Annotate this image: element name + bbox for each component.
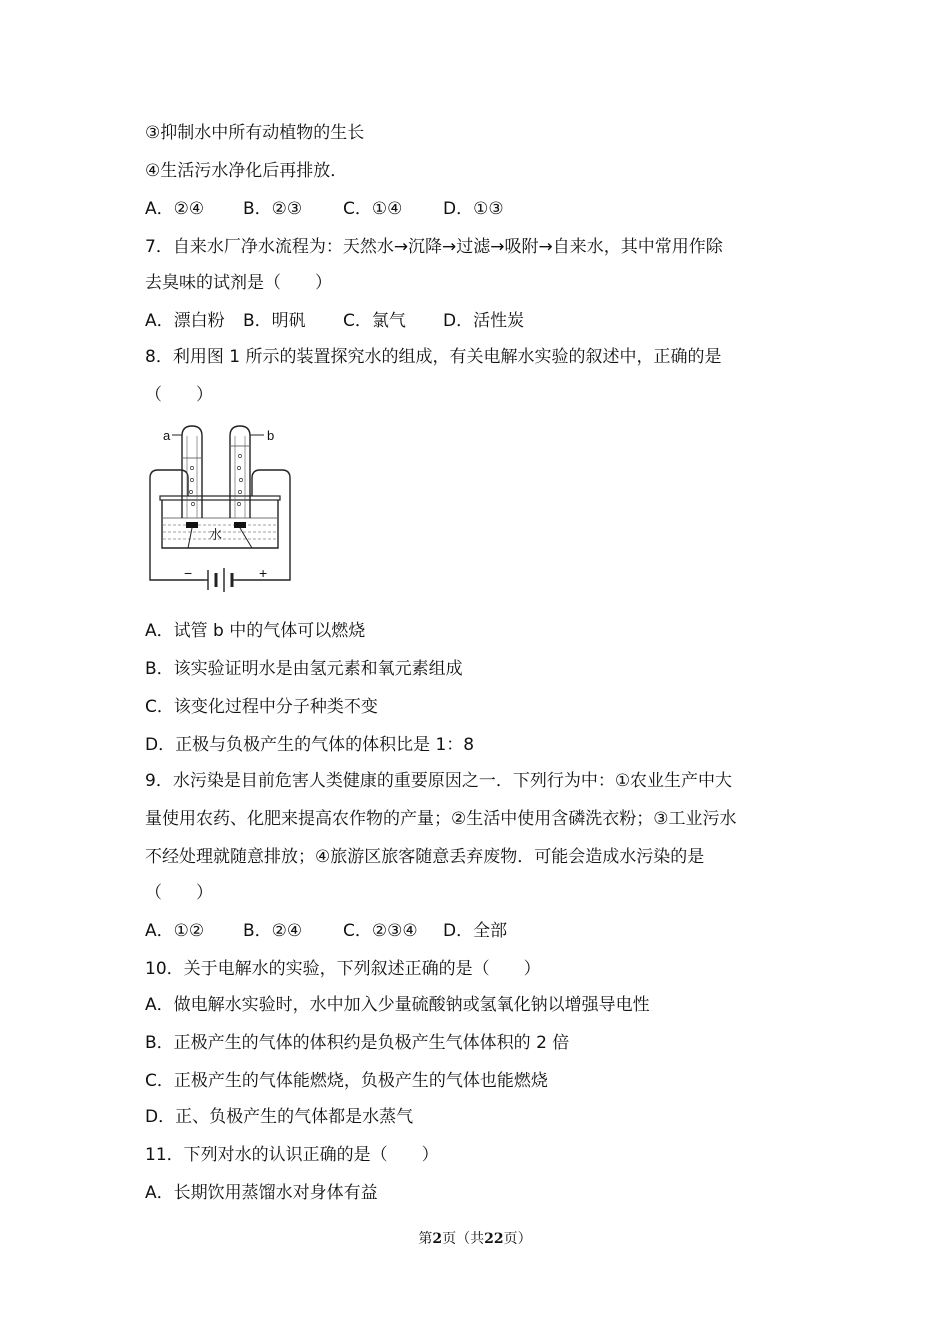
figure-label-plus: + [259,565,268,581]
q10-option-b: B．正极产生的气体的体积约是负极产生气体体积的 2 倍 [145,1033,570,1053]
electrolysis-apparatus-figure [140,418,300,608]
figure-label-a: a [163,428,171,443]
q9-stem-line3: 不经处理就随意排放；④旅游区旅客随意丢弃废物．可能会造成水污染的是 [145,847,705,867]
q8-option-a: A．试管 b 中的气体可以燃烧 [145,621,366,641]
q9-option-a: A．①② [145,921,205,941]
footer-total-pages: 22 [484,1231,504,1247]
q7-stem-line1: 7．自来水厂净水流程为：天然水→沉降→过滤→吸附→自来水，其中常用作除 [145,237,723,257]
q11-stem: 11．下列对水的认识正确的是（ ） [145,1145,439,1165]
q9-stem-line1: 9．水污染是目前危害人类健康的重要原因之一．下列行为中：①农业生产中大 [145,771,733,791]
q8-option-c: C．该变化过程中分子种类不变 [145,697,378,717]
q7-option-b: B．明矾 [243,311,306,331]
q9-option-d: D．全部 [443,921,508,941]
prev-option-b: B．②③ [243,199,303,219]
q9-stem-line2: 量使用农药、化肥来提高农作物的产量；②生活中使用含磷洗衣粉；③工业污水 [145,809,737,829]
figure-label-b: b [267,428,275,443]
figure-label-minus: − [184,565,193,581]
q7-option-a: A．漂白粉 [145,311,225,331]
footer-post: 页） [503,1231,532,1247]
prev-item-3: ③抑制水中所有动植物的生长 [145,123,365,143]
prev-item-4: ④生活污水净化后再排放． [145,161,348,181]
footer-page-number: 2 [432,1231,443,1247]
q9-option-c: C．②③④ [343,921,418,941]
figure-label-water: 水 [209,528,223,543]
q8-option-d: D．正极与负极产生的气体的体积比是 1：8 [145,735,475,755]
footer-pre: 第 [418,1231,433,1247]
page-footer [0,1228,950,1248]
q8-option-b: B．该实验证明水是由氢元素和氧元素组成 [145,659,463,679]
q9-stem-line4: （ ） [145,883,213,903]
q10-stem: 10．关于电解水的实验，下列叙述正确的是（ ） [145,959,541,979]
q7-option-c: C．氯气 [343,311,406,331]
q8-stem-line1: 8．利用图 1 所示的装置探究水的组成，有关电解水实验的叙述中，正确的是 [145,347,722,367]
q10-option-d: D．正、负极产生的气体都是水蒸气 [145,1107,414,1127]
q7-option-d: D．活性炭 [443,311,525,331]
q11-option-a: A．长期饮用蒸馏水对身体有益 [145,1183,378,1203]
q10-option-c: C．正极产生的气体能燃烧，负极产生的气体也能燃烧 [145,1071,548,1091]
footer-mid: 页（共 [442,1231,485,1247]
prev-option-c: C．①④ [343,199,403,219]
q10-option-a: A．做电解水实验时，水中加入少量硫酸钠或氢氧化钠以增强导电性 [145,995,650,1015]
q9-option-b: B．②④ [243,921,303,941]
prev-option-d: D．①③ [443,199,504,219]
q8-stem-line2: （ ） [145,385,213,405]
prev-option-a: A．②④ [145,199,205,219]
q7-stem-line2: 去臭味的试剂是（ ） [145,273,332,293]
